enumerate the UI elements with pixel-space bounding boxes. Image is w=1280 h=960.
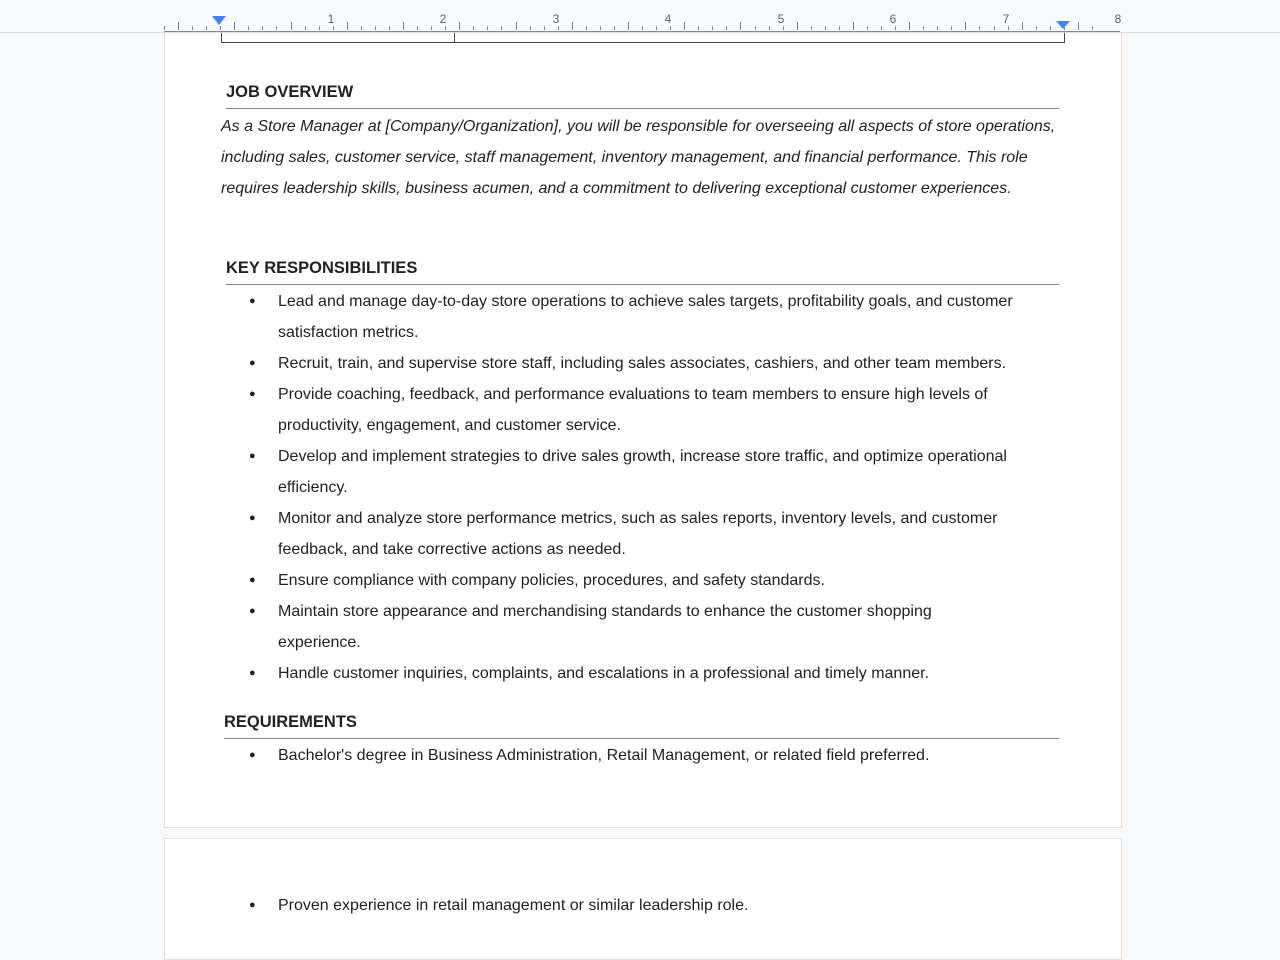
ruler-tick (600, 26, 601, 30)
heading-requirements: REQUIREMENTS (224, 713, 1059, 739)
ruler-tick (853, 22, 854, 30)
ruler-tick (403, 22, 404, 30)
heading-job-overview: JOB OVERVIEW (226, 83, 1059, 109)
ruler-tick (867, 26, 868, 30)
ruler-tick (923, 26, 924, 30)
ruler-tick (1022, 22, 1023, 30)
list-item[interactable]: ● Monitor and analyze store performance metrics, such as sales reports, inventory levels, and customer feedback, and take corrective actions as needed. (278, 503, 1068, 565)
ruler-tick (783, 26, 784, 30)
ruler-tick (656, 26, 657, 30)
ruler-tick (740, 22, 741, 30)
ruler-tick (909, 22, 910, 30)
ruler-tick (501, 26, 502, 30)
ruler-tick (1050, 26, 1051, 30)
ruler-tick (516, 22, 517, 30)
list-item[interactable]: ● Provide coaching, feedback, and performance evaluations to team members to ensure high levels of productivity, engagement, and customer service. (278, 379, 1068, 441)
ruler-tick (769, 26, 770, 30)
ruler-number: 7 (1002, 12, 1010, 26)
ruler-tick (994, 26, 995, 30)
ruler-tick (1008, 26, 1009, 30)
ruler-tick (544, 26, 545, 30)
ruler-tick (530, 26, 531, 30)
left-indent-marker-icon[interactable] (212, 16, 226, 25)
ruler-tick (1036, 26, 1037, 30)
requirements-list (221, 740, 1068, 771)
ruler-tick (487, 26, 488, 30)
list-item[interactable]: ● Develop and implement strategies to drive sales growth, increase store traffic, and optimize operational efficiency. (278, 441, 1068, 503)
ruler-tick (811, 26, 812, 30)
ruler-number: 3 (552, 12, 560, 26)
ruler-tick (1064, 26, 1065, 30)
ruler-tick (305, 26, 306, 30)
list-item[interactable]: ● Recruit, train, and supervise store staff, including sales associates, cashiers, and other team members. (278, 348, 1078, 379)
ruler-tick (220, 26, 221, 30)
ruler-tick (445, 26, 446, 30)
ruler-tick (262, 26, 263, 30)
ruler-tick (712, 26, 713, 30)
overview-text[interactable]: As a Store Manager at [Company/Organization], you will be responsible for overseeing all aspects of store operations, including sales, customer service, staff management, inventory management, and financial performance. This role requires leadership skills, business acumen, and a commitment to delivering exceptional customer experiences. (221, 118, 1056, 197)
ruler-tick (937, 26, 938, 30)
ruler-tick (755, 26, 756, 30)
ruler-tick (698, 26, 699, 30)
ruler-number: 1 (327, 12, 335, 26)
ruler-tick (389, 26, 390, 30)
ruler-tick (614, 26, 615, 30)
ruler-tick (417, 26, 418, 30)
ruler-tick (319, 26, 320, 30)
list-item[interactable]: ● Proven experience in retail management or similar leadership role. (278, 890, 1068, 921)
ruler-tick (979, 26, 980, 30)
ruler-number: 5 (777, 12, 785, 26)
ruler-tick (839, 26, 840, 30)
ruler-tick (473, 26, 474, 30)
ruler-number: 6 (889, 12, 897, 26)
ruler-tick (825, 26, 826, 30)
ruler-tick (797, 22, 798, 30)
ruler-tick (670, 26, 671, 30)
ruler-tick (895, 26, 896, 30)
ruler-tick (234, 22, 235, 30)
ruler-tick (586, 26, 587, 30)
ruler-tick (684, 22, 685, 30)
list-item[interactable]: ● Bachelor's degree in Business Administration, Retail Management, or related field preferred. (278, 740, 1068, 771)
ruler-tick (881, 26, 882, 30)
ruler-tick (628, 22, 629, 30)
heading-key-responsibilities: KEY RESPONSIBILITIES (226, 259, 1059, 285)
ruler-tick (459, 22, 460, 30)
horizontal-ruler[interactable] (0, 0, 1280, 33)
ruler-tick (558, 26, 559, 30)
ruler-tick (178, 22, 179, 30)
ruler-baseline (164, 31, 1120, 32)
document-page-1 (164, 0, 1122, 828)
ruler-tick (431, 26, 432, 30)
ruler-tick (642, 26, 643, 30)
table-divider (454, 33, 455, 43)
requirements-list-continued (221, 890, 1068, 921)
ruler-tick (375, 26, 376, 30)
ruler-number: 8 (1114, 12, 1122, 26)
ruler-tick (248, 26, 249, 30)
responsibilities-list (221, 286, 1068, 689)
list-item[interactable]: ● Ensure compliance with company policies, procedures, and safety standards. (278, 565, 1068, 596)
ruler-tick (1092, 26, 1093, 30)
ruler-tick (164, 26, 165, 30)
ruler-tick (726, 26, 727, 30)
table-border (221, 33, 1065, 43)
document-page-2 (164, 838, 1122, 960)
ruler-tick (192, 26, 193, 30)
ruler-tick (1078, 22, 1079, 30)
list-item[interactable]: ● Lead and manage day-to-day store operations to achieve sales targets, profitability goals, and customer satisfaction metrics. (278, 286, 1068, 348)
ruler-tick (347, 22, 348, 30)
ruler-tick (572, 22, 573, 30)
ruler-tick (291, 22, 292, 30)
list-item[interactable]: ● Maintain store appearance and merchandising standards to enhance the customer shopping experience. (278, 596, 998, 658)
ruler-number: 2 (439, 12, 447, 26)
ruler-tick (276, 26, 277, 30)
ruler-tick (965, 22, 966, 30)
ruler-number: 4 (664, 12, 672, 26)
ruler-tick (361, 26, 362, 30)
ruler-tick (333, 26, 334, 30)
list-item[interactable]: ● Handle customer inquiries, complaints, and escalations in a professional and timely manner. (278, 658, 1068, 689)
ruler-tick (951, 26, 952, 30)
ruler-tick (206, 26, 207, 30)
